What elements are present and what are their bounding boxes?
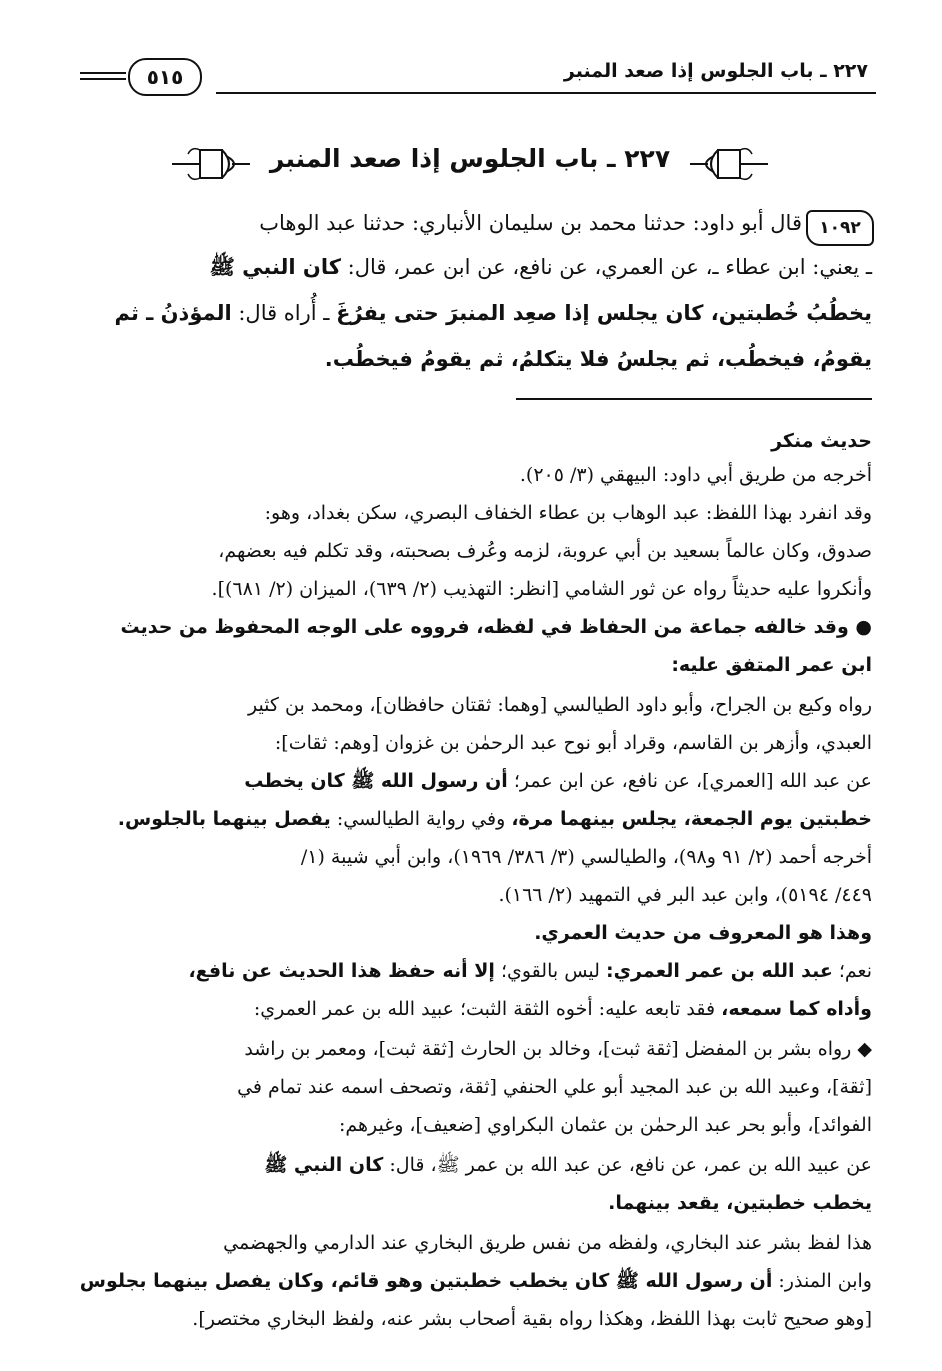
- commentary-text: فقد تابعه عليه: أخوه الثقة الثبت؛ عبيد الله بن عمر العمري:: [253, 998, 716, 1020]
- commentary-text: أخرجه أحمد (٢/ ٩١ و٩٨)، والطيالسي (٣/ ٣٨٦/ ١٩٦٩)، وابن أبي شيبة (١/: [300, 846, 872, 868]
- running-header: [66, 52, 876, 98]
- hadith-line: [70, 342, 872, 376]
- commentary-line: [70, 1228, 872, 1258]
- commentary-text: العبدي، وأزهر بن القاسم، وقراد أبو نوح عبد الرحمٰن بن غزوان [وهم: ثقات]:: [274, 732, 872, 754]
- commentary-text-bold: يفصل بينهما بالجلوس.: [117, 808, 331, 830]
- commentary-line: [70, 842, 872, 872]
- commentary-line: [70, 1034, 872, 1064]
- ornament-left-icon: [170, 144, 252, 184]
- hadith-text: ـ أُراه قال:: [238, 301, 330, 325]
- commentary-text-bold: وهذا هو المعروف من حديث العمري.: [534, 922, 872, 944]
- commentary-text: وابن المنذر:: [778, 1270, 872, 1292]
- commentary-line: [70, 1304, 872, 1334]
- hadith-line: [70, 250, 872, 284]
- commentary-text: الفوائد]، وأبو بحر عبد الرحمٰن بن عثمان البكراوي [ضعيف]، وغيرهم:: [338, 1114, 872, 1136]
- commentary-text: وفي رواية الطيالسي:: [336, 808, 506, 830]
- commentary-line: [70, 498, 872, 528]
- running-title: ٢٢٧ ـ باب الجلوس إذا صعد المنبر: [563, 60, 868, 82]
- commentary-line: [70, 1072, 872, 1102]
- commentary-text-bold: كان النبي ﷺ: [264, 1154, 384, 1176]
- commentary-line: [70, 690, 872, 720]
- hadith-text: ـ يعني: ابن عطاء ـ، عن العمري، عن نافع، عن ابن عمر، قال:: [347, 255, 872, 279]
- hadith-text-bold: كان النبي ﷺ: [209, 255, 341, 279]
- commentary-text: عن عبد الله [العمري]، عن نافع، عن ابن عمر؛: [513, 770, 872, 792]
- hadith-text-bold: يقومُ، فيخطُب، ثم يجلسُ فلا يتكلمُ، ثم يقومُ فيخطُب.: [324, 347, 872, 371]
- hadith-line: [70, 296, 872, 330]
- header-ornament-lines: [80, 72, 126, 84]
- commentary-text: ليس بالقوي؛: [500, 960, 600, 982]
- hadith-text: قال أبو داود: حدثنا محمد بن سليمان الأنباري: حدثنا عبد الوهاب: [259, 211, 802, 235]
- commentary-text: وأنكروا عليه حديثاً رواه عن ثور الشامي [انظر: التهذيب (٢/ ٦٣٩)، الميزان (٢/ ٦٨١)].: [211, 578, 872, 600]
- commentary-line: [70, 918, 872, 948]
- commentary-text-bold: ● وقد خالفه جماعة من الحفاظ في لفظه، فرووه على الوجه المحفوظ من حديث: [120, 616, 872, 638]
- commentary-text: ٤٤٩/ ٥١٩٤)، وابن عبد البر في التمهيد (٢/ ١٦٦).: [498, 884, 872, 906]
- grade-heading: [70, 426, 872, 456]
- hadith-line: [70, 206, 802, 240]
- commentary-text-bold: وأداه كما سمعه،: [721, 998, 872, 1020]
- page-number: ٥١٥: [128, 58, 202, 96]
- commentary-line: [70, 994, 872, 1024]
- commentary-text: وقد انفرد بهذا اللفظ: عبد الوهاب بن عطاء الخفاف البصري، سكن بغداد، وهو:: [264, 502, 872, 524]
- grade-label: حديث منكر: [771, 430, 872, 452]
- commentary-text: صدوق، وكان عالماً بسعيد بن أبي عروبة، لزمه وعُرف بصحبته، وقد تكلم فيه بعضهم،: [218, 540, 872, 562]
- commentary-line: [70, 612, 872, 642]
- commentary-line: [70, 804, 872, 834]
- commentary-line: [70, 880, 872, 910]
- commentary-text-bold: خطبتين يوم الجمعة، يجلس بينهما مرة،: [511, 808, 872, 830]
- commentary-text-bold: إلا أنه حفظ هذا الحديث عن نافع،: [188, 960, 495, 982]
- commentary-text: [وهو صحيح ثابت بهذا اللفظ، وهكذا رواه بقية أصحاب بشر عنه، ولفظ البخاري مختصر].: [192, 1308, 872, 1330]
- commentary-text: رواه وكيع بن الجراح، وأبو داود الطيالسي [وهما: ثقتان حافظان]، ومحمد بن كثير: [247, 694, 872, 716]
- chapter-title: ٢٢٧ ـ باب الجلوس إذا صعد المنبر: [269, 144, 671, 173]
- commentary-line: [70, 766, 872, 796]
- section-divider: [516, 398, 872, 400]
- hadith-text-bold: المؤذنُ ـ ثم: [114, 301, 232, 325]
- commentary-line: [70, 728, 872, 758]
- header-rule: [216, 92, 876, 94]
- commentary-text: أخرجه من طريق أبي داود: البيهقي (٣/ ٢٠٥).: [519, 464, 872, 486]
- commentary-line: [70, 650, 872, 680]
- ornament-right-icon: [688, 144, 770, 184]
- commentary-line: [70, 460, 872, 490]
- commentary-line: [70, 1266, 872, 1296]
- commentary-line: [70, 1110, 872, 1140]
- commentary-text-bold: أن رسول الله ﷺ كان يخطب خطبتين وهو قائم، وكان يفصل بينهما بجلوس: [79, 1270, 773, 1292]
- commentary-line: [70, 1188, 872, 1218]
- chapter-heading: [170, 140, 770, 190]
- commentary-line: [70, 956, 872, 986]
- hadith-number-badge: ١٠٩٢: [806, 210, 874, 246]
- commentary-text-bold: يخطب خطبتين، يقعد بينهما.: [608, 1192, 872, 1214]
- commentary-text: هذا لفظ بشر عند البخاري، ولفظه من نفس طريق البخاري عند الدارمي والجهضمي: [223, 1232, 872, 1254]
- commentary-text: نعم؛: [838, 960, 872, 982]
- commentary-text-bold: عبد الله بن عمر العمري:: [606, 960, 833, 982]
- commentary-text-bold: ابن عمر المتفق عليه:: [671, 654, 872, 676]
- commentary-text: [ثقة]، وعبيد الله بن عبد المجيد أبو علي الحنفي [ثقة، وتصحف اسمه عند تمام في: [237, 1076, 872, 1098]
- commentary-text-bold: أن رسول الله ﷺ كان يخطب: [244, 770, 508, 792]
- commentary-line: [70, 536, 872, 566]
- commentary-line: [70, 1150, 872, 1180]
- commentary-text: ◆ رواه بشر بن المفضل [ثقة ثبت]، وخالد بن الحارث [ثقة ثبت]، ومعمر بن راشد: [244, 1038, 872, 1060]
- hadith-text-bold: يخطُبُ خُطبتين، كان يجلس إذا صعِد المنبرَ حتى يفرُغَ: [336, 301, 872, 325]
- commentary-line: [70, 574, 872, 604]
- commentary-text: عن عبيد الله بن عمر، عن نافع، عن عبد الله بن عمر ﷺ، قال:: [389, 1154, 872, 1176]
